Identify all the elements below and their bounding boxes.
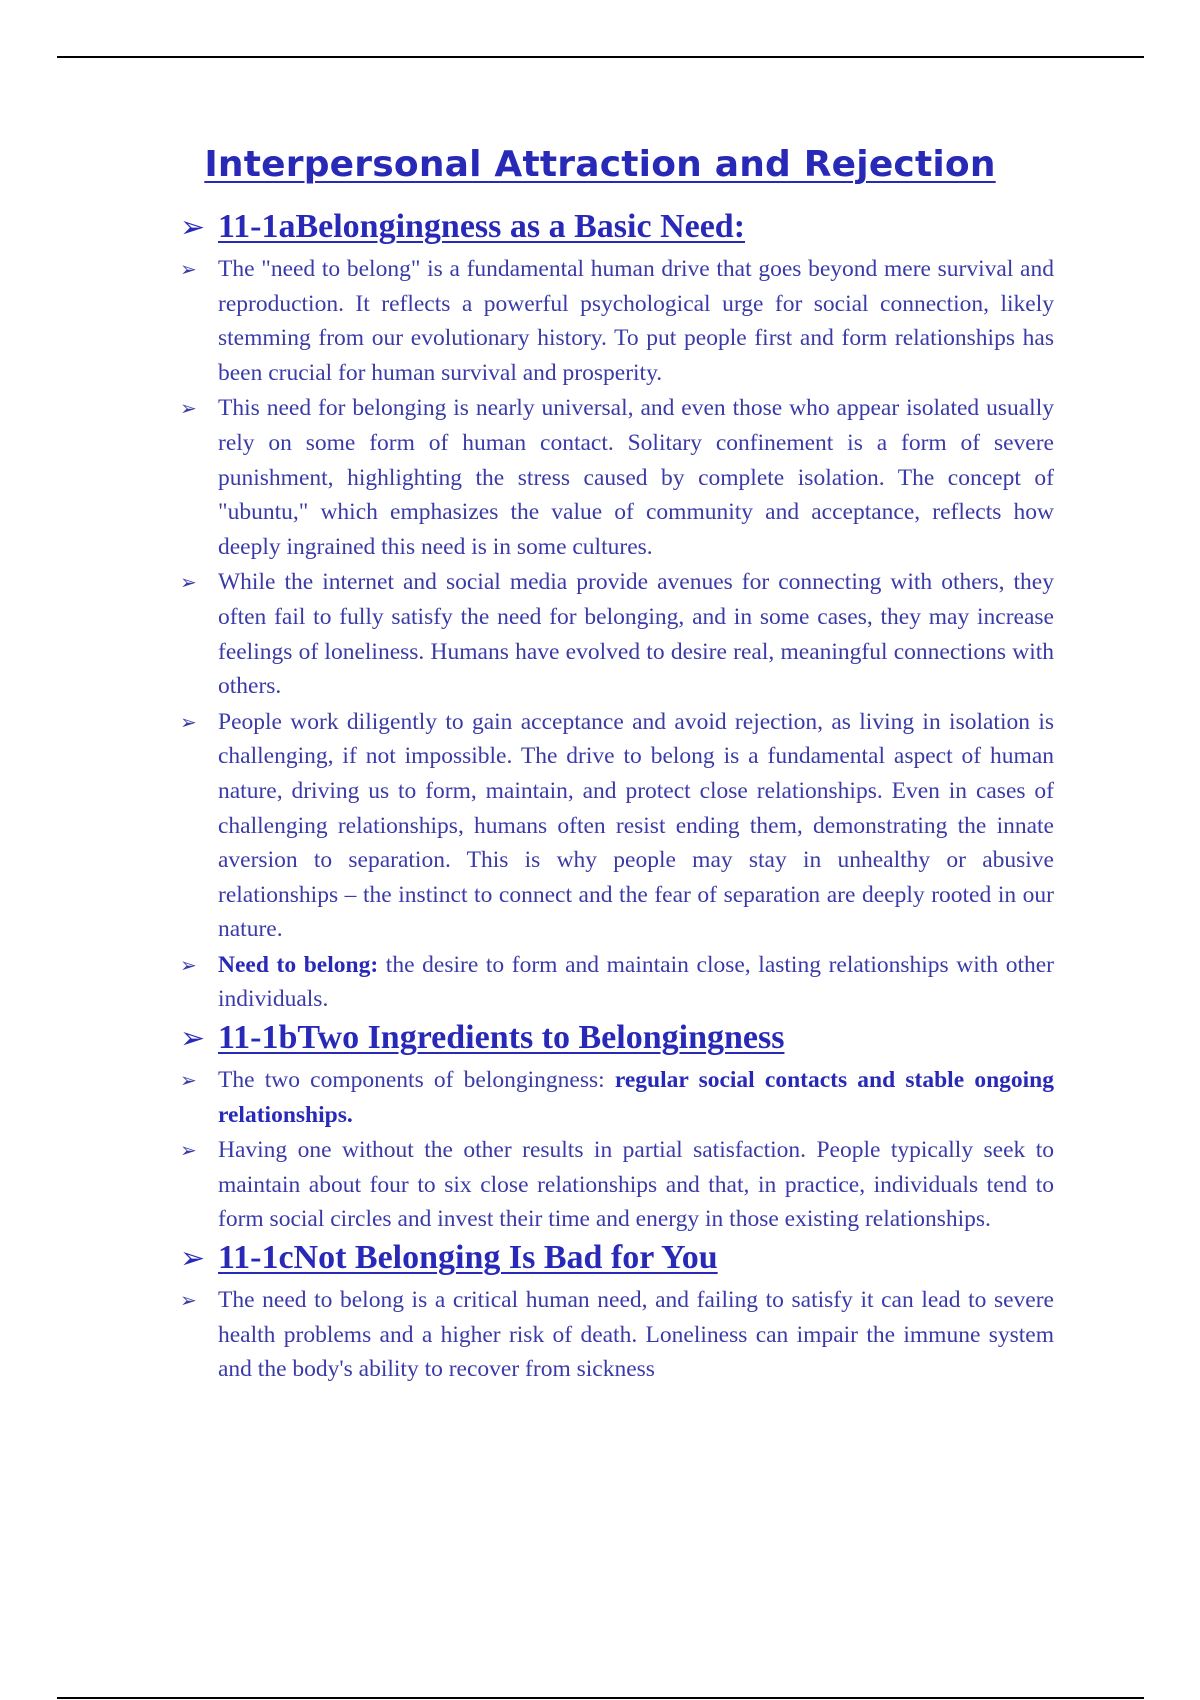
term-label: Need to belong: [218,951,379,978]
list-item-text: This need for belonging is nearly universal, and even those who appear isolated usually rely on some form of human contact. Solitary confinement is a form of severe punishment, highlighting the stress caused by complete isolation. The concept of "ubuntu," which emphasizes the value of community and acceptance, reflects how deeply ingrained this need is in some cultures. [218,395,1054,560]
bottom-rule [57,1697,1144,1699]
list-item [180,705,1054,947]
list-item-emphasis: regular social contacts and stable ongoing relationships. [218,1067,1054,1128]
list-item-text: While the internet and social media provide avenues for connecting with others, they often fail to fully satisfy the need for belonging, and in some cases, they may increase feelings of loneliness. Humans have evolved to desire real, meaningful connections with others. [218,569,1054,700]
document-body [180,208,1054,1389]
section-heading-text: 11-1cNot Belonging Is Bad for You [218,1239,718,1277]
arrow-bullet-icon: ➢ [180,210,206,245]
arrow-bullet-icon: ➢ [180,709,197,734]
arrow-bullet-icon: ➢ [180,257,197,281]
list-item [180,1133,1054,1237]
arrow-bullet-icon: ➢ [180,1138,197,1163]
section-not-belonging [180,1239,1054,1387]
list-item-text: The "need to belong" is a fundamental human drive that goes beyond mere survival and reproduction. It reflects a powerful psychological urge for social connection, likely stemming from our evolutionary history. To put people first and form relationships has been crucial for human survival and prosperity. [218,256,1054,386]
section-heading-text: 11-1bTwo Ingredients to Belongingness [218,1019,785,1057]
section-heading-text: 11-1aBelongingness as a Basic Need: [218,208,746,245]
arrow-bullet-icon: ➢ [180,952,197,977]
arrow-bullet-icon: ➢ [180,1021,206,1057]
section-two-ingredients [180,1019,1054,1237]
top-rule [57,56,1144,58]
term-definition: the desire to form and maintain close, lasting relationships with other individuals. [218,951,1055,1013]
arrow-bullet-icon: ➢ [180,570,197,595]
arrow-bullet-icon: ➢ [180,1241,206,1277]
section-heading [180,1239,1054,1277]
list-item-text: The need to belong is a critical human need, and failing to satisfy it can lead to severe health problems and a higher risk of death. Loneliness can impair the immune system and the body's ability to recover from sickness [218,1287,1054,1383]
list-item-text [218,1063,1054,1132]
arrow-bullet-icon: ➢ [180,1288,197,1313]
arrow-bullet-icon: ➢ [180,1068,197,1093]
list-item-text: People work diligently to gain acceptance and avoid rejection, as living in isolation is challenging, if not impossible. The drive to belong is a fundamental aspect of human nature, driving us to form, maintain, and protect close relationships. Even in cases of challenging relationships, humans often resist ending them, demonstrating the innate aversion to separation. This is why people may stay in unhealthy or abusive relationships – the instinct to connect and the fear of separation are deeply rooted in our nature. [218,708,1054,943]
section-heading [180,1019,1054,1057]
section-heading [180,208,1054,246]
arrow-bullet-icon: ➢ [180,396,197,421]
list-item-text: Having one without the other results in partial satisfaction. People typically seek to maintain about four to six close relationships and that, in practice, individuals tend to form social circles and invest their time and energy in those existing relationships. [218,1137,1054,1233]
page-title [0,144,1200,185]
list-item-lead: The two components of belongingness: [218,1067,615,1094]
list-item-text [218,948,1054,1017]
list-item [180,391,1054,564]
page-title-text: Interpersonal Attraction and Rejection [204,144,996,185]
list-item [180,1063,1054,1132]
list-item [180,252,1054,390]
list-item [180,565,1054,703]
section-belongingness-basic-need [180,208,1054,1017]
list-item [180,948,1054,1017]
list-item [180,1283,1054,1387]
